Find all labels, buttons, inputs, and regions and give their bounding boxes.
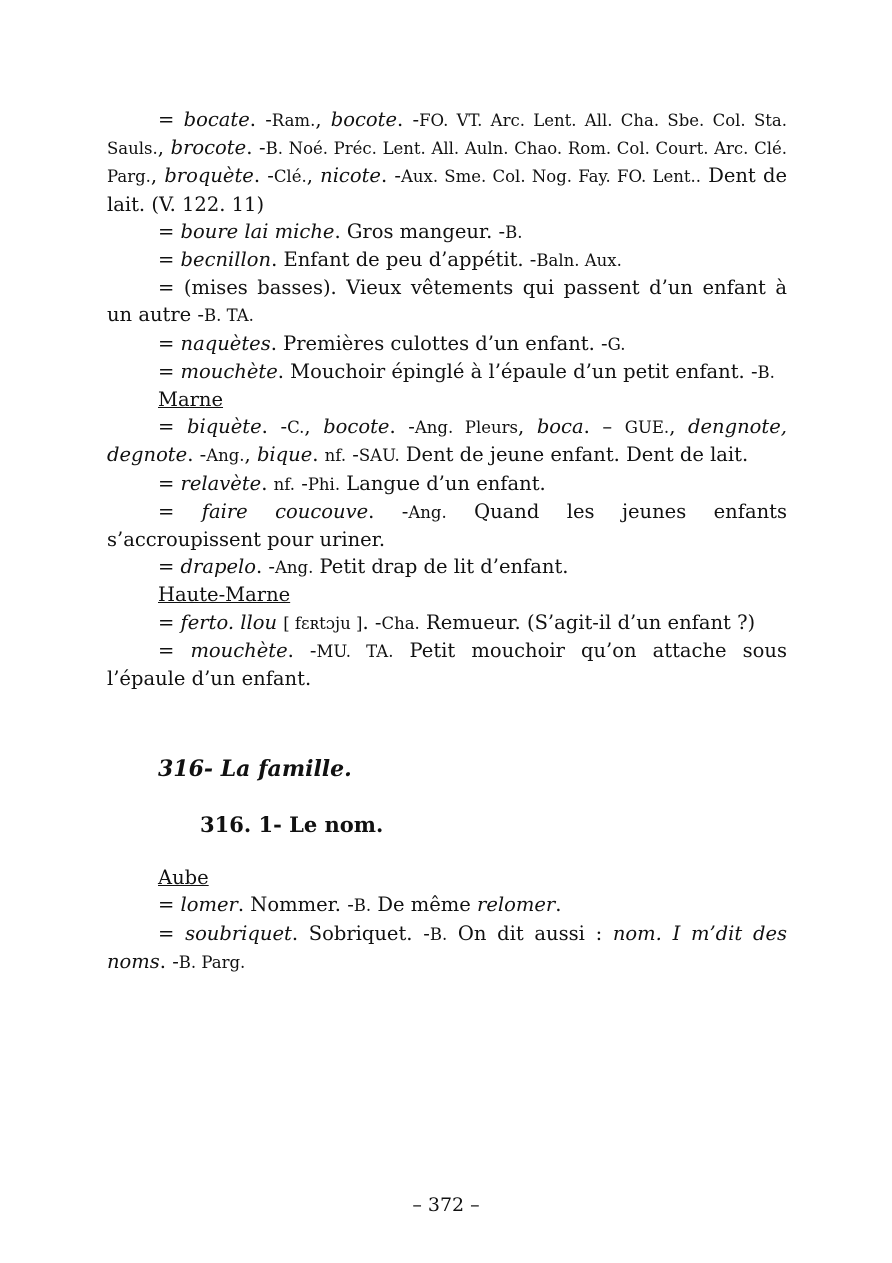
entry-text: = xyxy=(158,610,181,634)
entry-text: De même xyxy=(371,893,477,917)
entries-top xyxy=(107,106,787,386)
locality-abbrev: Clé. xyxy=(273,167,307,187)
dialect-term: mouchète xyxy=(180,359,278,383)
locality-abbrev: Ram. xyxy=(271,111,316,130)
entry-text: Remueur. (S’agit-il d’un enfant ?) xyxy=(419,610,756,634)
entry-text: = xyxy=(158,219,181,243)
page-number: – 372 – xyxy=(412,1194,480,1216)
locality-abbrev: FO. VT. Arc. Lent. All. Cha. Sbe. Col. Sta. Sauls. xyxy=(107,111,787,159)
entry-text: = (mises basses). Vieux vêtements qui passent d’un enfant à un autre - xyxy=(107,276,787,327)
dictionary-entry xyxy=(107,330,787,358)
entry-text: - xyxy=(295,471,308,495)
entry-text: On dit aussi : xyxy=(447,921,613,945)
region-haute-marne: Haute-Marne xyxy=(158,583,291,607)
entry-text: . - xyxy=(187,443,207,467)
dictionary-entry xyxy=(107,498,787,553)
entry-text: . - xyxy=(159,949,179,973)
entry-text: = xyxy=(158,471,181,495)
entry-text: . - xyxy=(362,610,382,634)
entries-aube xyxy=(107,891,787,976)
locality-abbrev: Aux. Sme. Col. Nog. Fay. FO. Lent.. xyxy=(400,167,701,187)
entry-text: . - xyxy=(261,415,288,439)
entry-text: . xyxy=(261,471,274,495)
entry-text: Quand les jeunes enfants s’accroupissent pour uriner. xyxy=(107,499,787,552)
locality-abbrev: Ang. xyxy=(206,446,245,466)
entry-text: Dent de jeune enfant. Dent de lait. xyxy=(399,443,749,467)
dialect-term: ferto. llou xyxy=(180,610,278,634)
entry-text: . - xyxy=(368,499,409,523)
locality-abbrev: Cha. xyxy=(381,613,420,633)
locality-abbrev: B. xyxy=(757,362,775,382)
subsection-heading-316-1: 316. 1- Le nom. xyxy=(200,812,384,838)
dictionary-entry xyxy=(107,637,787,692)
entry-text: . - xyxy=(287,638,317,662)
locality-abbrev: C. xyxy=(287,418,305,438)
entry-text: = xyxy=(158,415,187,439)
entry-text: . Nommer. - xyxy=(237,893,354,917)
dictionary-entry xyxy=(107,106,787,218)
section-heading-316: 316- La famille. xyxy=(158,756,352,783)
dialect-term: bique xyxy=(256,443,313,467)
locality-abbrev: G. xyxy=(607,334,626,354)
dialect-term: faire coucouve xyxy=(201,499,369,523)
dictionary-entry xyxy=(107,470,787,498)
locality-abbrev: MU. TA. xyxy=(316,641,394,661)
page-body xyxy=(107,106,787,976)
locality-abbrev: B. xyxy=(429,924,448,944)
entry-text: . Premières culottes d’un enfant. - xyxy=(270,331,608,355)
entry-text: Petit drap de lit d’enfant. xyxy=(313,555,569,579)
dialect-term: bocote xyxy=(323,415,390,439)
entry-text: . Sobriquet. - xyxy=(291,921,430,945)
entry-text: . xyxy=(555,893,562,917)
entry-text: . – xyxy=(583,415,625,439)
dialect-term: soubriquet xyxy=(185,921,292,945)
entry-text: = xyxy=(158,331,181,355)
locality-abbrev: B. xyxy=(353,896,372,916)
entry-text: = xyxy=(158,248,181,272)
dialect-term: boca xyxy=(536,415,584,439)
dialect-term: drapelo xyxy=(180,555,256,579)
entry-text: . Gros mangeur. - xyxy=(334,219,506,243)
entry-text: . - xyxy=(249,108,272,131)
region-aube: Aube xyxy=(158,866,209,890)
entry-text: , xyxy=(157,136,171,160)
dialect-term: nicote xyxy=(320,164,381,188)
dialect-term: mouchète xyxy=(190,638,288,662)
entry-text: , xyxy=(518,415,537,439)
entry-text: . Mouchoir épinglé à l’épaule d’un petit enfant. - xyxy=(277,359,758,383)
dialect-term: bocate xyxy=(183,108,250,131)
entry-text: = xyxy=(158,499,202,523)
entries-marne xyxy=(107,413,787,581)
locality-abbrev: SAU. xyxy=(358,446,400,466)
entry-text: . - xyxy=(255,555,275,579)
dialect-term: naquètes xyxy=(180,331,271,355)
dictionary-entry xyxy=(107,218,787,246)
locality-abbrev: Baln. Aux. xyxy=(536,251,622,271)
entry-text: = xyxy=(158,555,181,579)
entry-text: . xyxy=(312,443,325,467)
dialect-term: relavète xyxy=(180,471,262,495)
entry-text: Langue d’un enfant. xyxy=(340,471,546,495)
locality-abbrev: Ang. xyxy=(274,558,314,578)
entry-text: . - xyxy=(389,415,415,439)
entry-text: . - xyxy=(397,108,420,131)
entry-text: = xyxy=(158,359,181,383)
locality-abbrev: B. Parg. xyxy=(178,952,246,972)
dialect-term: lomer xyxy=(180,893,238,917)
dialect-term: biquète xyxy=(186,415,262,439)
dialect-term: brocote xyxy=(170,136,247,160)
dialect-term: becnillon xyxy=(180,248,272,272)
dialect-term: boure lai miche xyxy=(180,219,335,243)
dictionary-entry xyxy=(107,413,787,469)
entry-text: = xyxy=(158,921,186,945)
locality-abbrev: B. Noé. Préc. Lent. All. Auln. Chao. Rom. Col. Court. Arc. Clé. Parg. xyxy=(107,139,787,187)
entry-text: , xyxy=(669,415,689,439)
entry-text: - xyxy=(346,443,359,467)
locality-abbrev: B. xyxy=(505,222,523,242)
locality-abbrev: Ang. xyxy=(408,502,447,522)
entry-text: , xyxy=(244,443,257,467)
locality-abbrev: Phi. xyxy=(307,474,341,494)
entry-text: , xyxy=(150,164,165,188)
locality-abbrev: [ fɛʀtɔju ] xyxy=(283,613,363,633)
dialect-term: broquète xyxy=(164,164,254,188)
entry-text: . - xyxy=(253,164,274,188)
dictionary-entry xyxy=(107,920,787,976)
region-marne: Marne xyxy=(158,388,224,412)
dialect-term: bocote xyxy=(330,108,398,131)
dictionary-entry xyxy=(107,246,787,274)
locality-abbrev: B. TA. xyxy=(204,306,254,326)
entry-text: . - xyxy=(246,136,266,160)
locality-abbrev: Ang. Pleurs xyxy=(414,418,518,438)
dialect-term: relomer xyxy=(477,893,556,917)
locality-abbrev: nf. xyxy=(273,474,296,494)
dictionary-entry xyxy=(107,609,787,637)
entry-text: , xyxy=(304,415,324,439)
dialect-term: dengnote, degnote xyxy=(107,415,787,467)
entries-haute-marne xyxy=(107,609,787,693)
locality-abbrev: GUE. xyxy=(624,418,670,438)
entry-text: = xyxy=(158,108,184,131)
locality-abbrev: nf. xyxy=(324,446,347,466)
entry-text: . Enfant de peu d’appétit. - xyxy=(271,248,537,272)
dialect-term: nom. I m’dit des noms xyxy=(107,921,787,973)
dictionary-entry xyxy=(107,358,787,386)
dictionary-entry xyxy=(107,274,787,329)
entry-text: Dent de lait. (V. 122. 11) xyxy=(107,164,787,216)
entry-text: = xyxy=(158,893,181,917)
entry-text: . - xyxy=(380,164,401,188)
entry-text: , xyxy=(306,164,321,188)
entry-text: = xyxy=(158,638,191,662)
entry-text: , xyxy=(315,108,331,131)
dictionary-entry xyxy=(107,891,787,919)
entry-text: Petit mouchoir qu’on attache sous l’épaule d’un enfant. xyxy=(107,638,787,691)
dictionary-entry xyxy=(107,553,787,581)
